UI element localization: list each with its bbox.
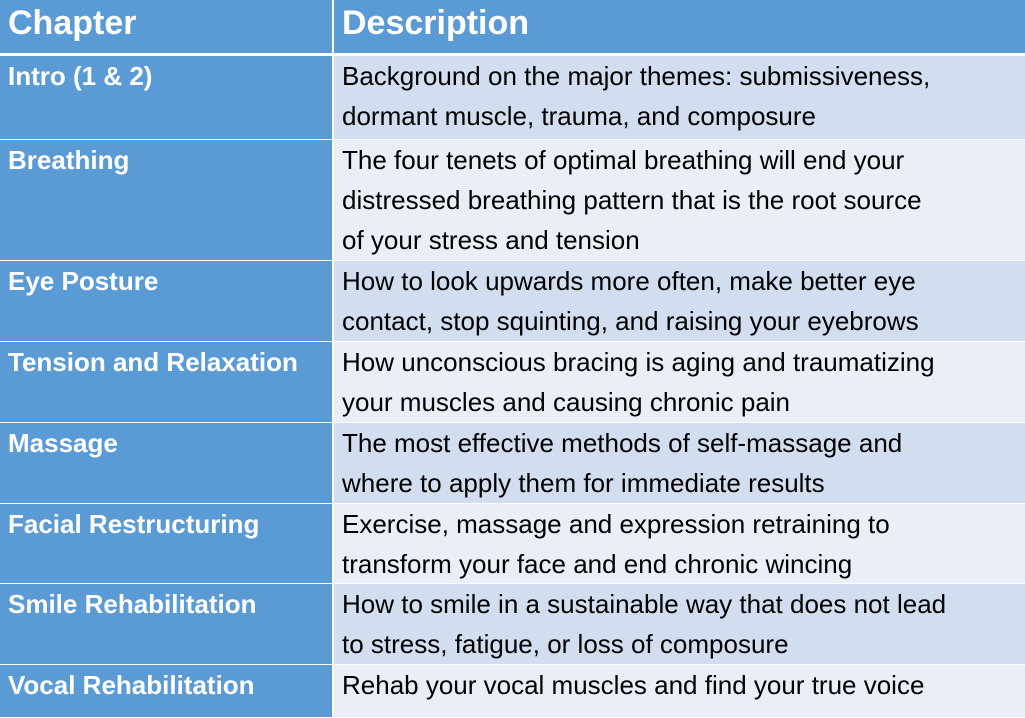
header-chapter: Chapter [0,0,334,56]
description-line: where to apply them for immediate results [342,468,825,498]
description-cell [334,665,1025,718]
description-cell [334,342,1025,423]
chapter-cell: Facial Restructuring [0,504,334,584]
description-line: distressed breathing pattern that is the root source [342,185,922,215]
description-line: Rehab your vocal muscles and find your true voice [342,670,925,700]
description-cell [334,584,1025,665]
description-line: How to smile in a sustainable way that does not lead [342,589,947,619]
description-line: Exercise, massage and expression retraining to [342,509,890,539]
chapter-cell: Breathing [0,140,334,261]
header-description: Description [334,0,1025,56]
chapter-cell: Eye Posture [0,261,334,342]
description-line: dormant muscle, trauma, and composure [342,101,816,131]
description-line: transform your face and end chronic wincing [342,549,853,579]
description-cell [334,504,1025,584]
chapter-cell: Smile Rehabilitation [0,584,334,665]
chapter-cell: Vocal Rehabilitation [0,665,334,718]
description-line: to stress, fatigue, or loss of composure [342,629,789,659]
chapter-cell: Massage [0,423,334,504]
description-line: The most effective methods of self-massage and [342,428,903,458]
description-line: How to look upwards more often, make better eye [342,266,916,296]
description-line: Background on the major themes: submissiveness, [342,61,931,91]
description-line: How unconscious bracing is aging and traumatizing [342,347,935,377]
description-cell [334,261,1025,342]
chapter-cell: Tension and Relaxation [0,342,334,423]
description-line: your muscles and causing chronic pain [342,387,791,417]
description-cell [334,56,1025,140]
chapter-cell: Intro (1 & 2) [0,56,334,140]
description-cell [334,140,1025,261]
description-line: of your stress and tension [342,225,640,255]
description-line: The four tenets of optimal breathing will end your [342,145,905,175]
description-cell [334,423,1025,504]
description-line: contact, stop squinting, and raising your eyebrows [342,306,919,336]
